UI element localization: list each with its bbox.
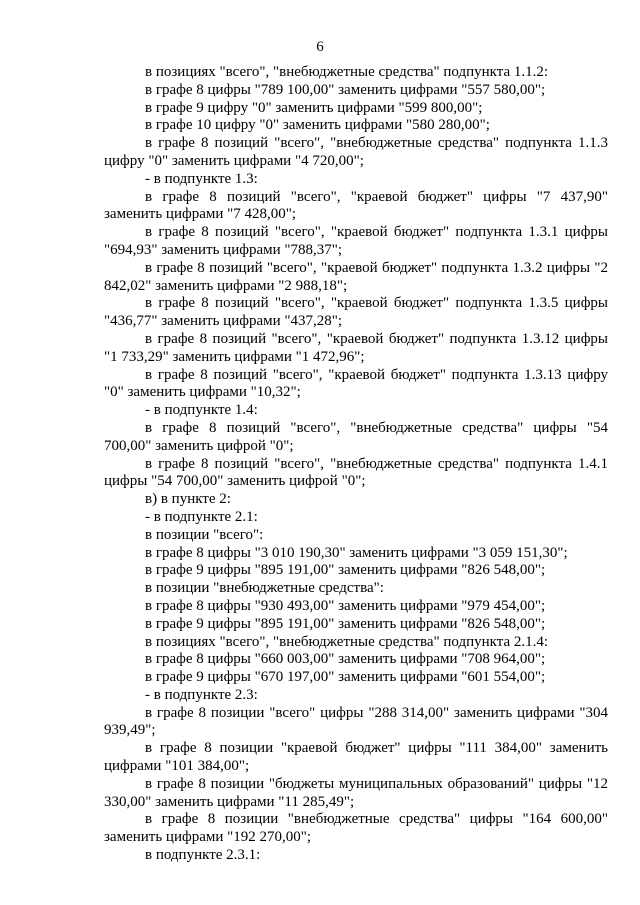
paragraph: в графе 8 позиций "всего", "краевой бюджет" подпункта 1.3.2 цифры "2 842,02" заменить цифрами "2 988,18"; <box>104 259 608 294</box>
paragraph: в графе 8 цифры "3 010 190,30" заменить цифрами "3 059 151,30"; <box>145 544 568 561</box>
paragraph: в позициях "всего", "внебюджетные средства" подпункта 2.1.4: <box>145 633 549 650</box>
paragraph: в позиции "внебюджетные средства": <box>145 580 384 597</box>
paragraph: в позиции "всего": <box>145 526 264 543</box>
paragraph: в графе 8 позиций "всего", "внебюджетные средства" цифры "54 700,00" заменить цифрой "0"; <box>104 419 608 454</box>
paragraph: - в подпункте 1.4: <box>145 402 258 419</box>
paragraph: - в подпункте 2.3: <box>145 686 258 703</box>
paragraph: в) в пункте 2: <box>145 491 231 508</box>
paragraph: в графе 8 позиций "всего", "краевой бюджет" подпункта 1.3.5 цифры "436,77" заменить цифрами "437,28"; <box>104 295 608 330</box>
paragraph: в графе 9 цифры "670 197,00" заменить цифрами "601 554,00"; <box>145 669 546 686</box>
paragraph: в графе 8 позиций "всего", "краевой бюджет" подпункта 1.3.12 цифры "1 733,29" заменить цифрами "1 472,96"; <box>104 330 608 365</box>
paragraph: в графе 8 позиций "всего", "краевой бюджет" подпункта 1.3.1 цифры "694,93" заменить цифрами "788,37"; <box>104 224 608 258</box>
paragraph: в графе 8 цифры "930 493,00" заменить цифрами "979 454,00"; <box>145 597 546 614</box>
paragraph: в позициях "всего", "внебюджетные средства" подпункта 1.1.2: <box>145 64 549 80</box>
paragraph: в графе 9 цифры "895 191,00" заменить цифрами "826 548,00"; <box>145 562 546 579</box>
paragraph: в графе 9 цифру "0" заменить цифрами "599 800,00"; <box>145 99 483 116</box>
paragraph: в подпункте 2.3.1: <box>145 847 261 864</box>
paragraph: - в подпункте 2.1: <box>145 508 258 525</box>
paragraph: в графе 8 позиций "всего", "внебюджетные средства" подпункта 1.1.3 цифру "0" заменить цифрами "4 720,00"; <box>104 135 608 169</box>
paragraph: в графе 8 позиций "всего", "краевой бюджет" подпункта 1.3.13 цифру "0" заменить цифрами "10,32"; <box>104 366 608 401</box>
paragraph: в графе 8 позиции "всего" цифры "288 314,00" заменить цифрами "304 939,49"; <box>104 704 608 739</box>
paragraph: в графе 8 позиции "внебюджетные средства" цифры "164 600,00" заменить цифрами "192 270,00"; <box>104 811 608 846</box>
document-body <box>104 64 608 865</box>
paragraph: - в подпункте 1.3: <box>145 170 258 187</box>
paragraph: в графе 8 позиций "всего", "внебюджетные средства" подпункта 1.4.1 цифры "54 700,00" заменить цифрой "0"; <box>104 455 608 490</box>
paragraph: в графе 8 позиций "всего", "краевой бюджет" цифры "7 437,90" заменить цифрами "7 428,00"; <box>104 188 608 223</box>
paragraph: в графе 9 цифры "895 191,00" заменить цифрами "826 548,00"; <box>145 615 546 632</box>
paragraph: в графе 8 позиции "бюджеты муниципальных образований" цифры "12 330,00" заменить цифрами "11 285,49"; <box>104 775 608 810</box>
paragraph: в графе 8 цифры "660 003,00" заменить цифрами "708 964,00"; <box>145 651 546 668</box>
paragraph: в графе 8 цифры "789 100,00" заменить цифрами "557 580,00"; <box>145 81 546 98</box>
page-number: 6 <box>316 39 324 55</box>
paragraph: в графе 10 цифру "0" заменить цифрами "580 280,00"; <box>145 117 490 134</box>
paragraph: в графе 8 позиции "краевой бюджет" цифры "111 384,00" заменить цифрами "101 384,00"; <box>104 740 608 775</box>
